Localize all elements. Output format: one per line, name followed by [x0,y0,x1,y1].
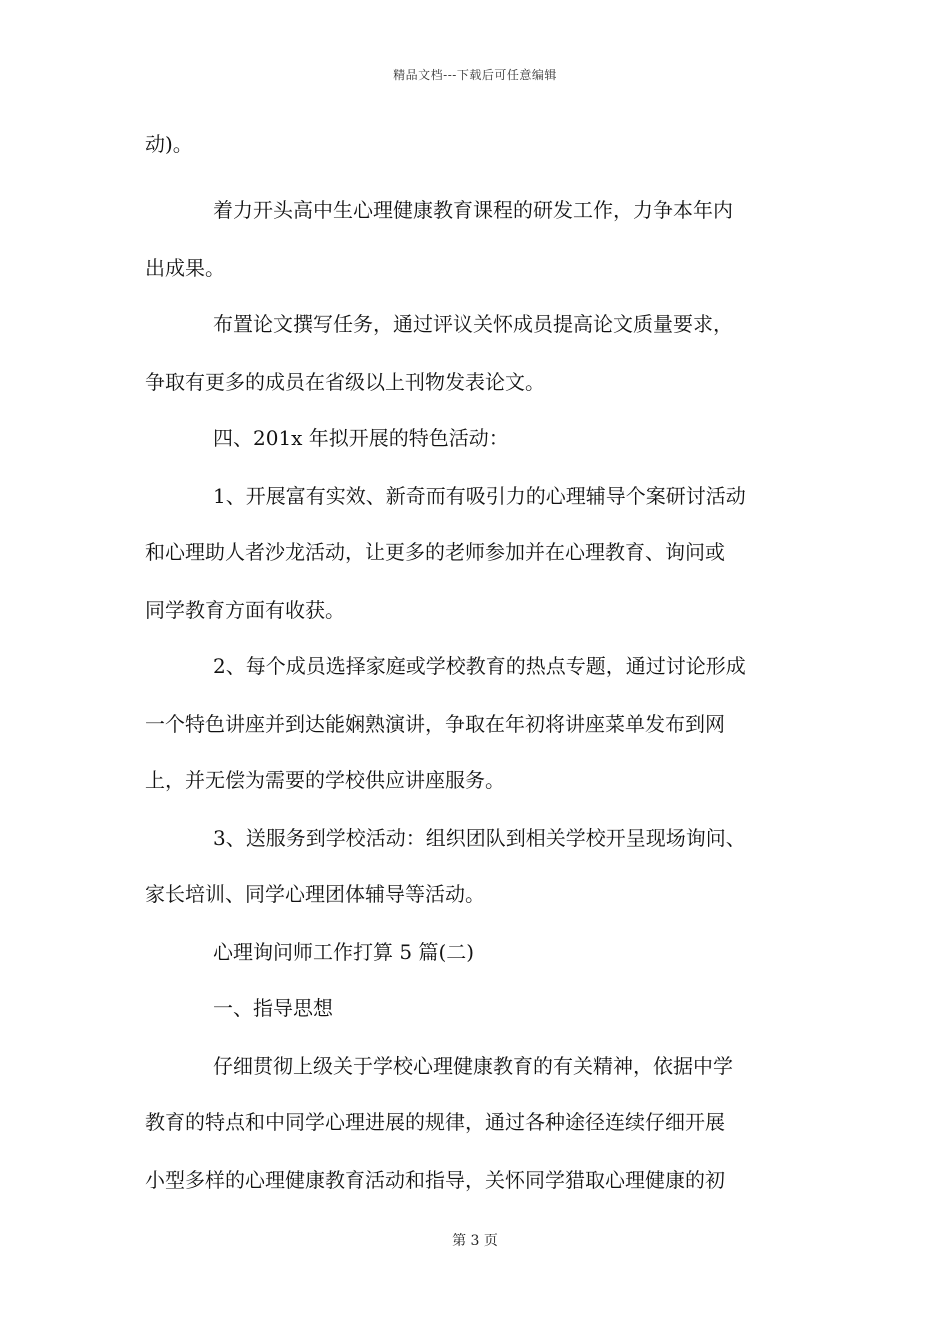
text-line: 动)。 [145,132,193,156]
page-header: 精品文档---下载后可任意编辑 [393,68,557,82]
text-line: 一个特色讲座并到达能娴熟演讲，争取在年初将讲座菜单发布到网 [145,712,725,736]
text-line: 1、开展富有实效、新奇而有吸引力的心理辅导个案研讨活动 [213,484,746,508]
text-line: 和心理助人者沙龙活动，让更多的老师参加并在心理教育、询问或 [145,540,725,564]
text-line: 出成果。 [145,256,225,280]
text-line: 布置论文撰写任务，通过评议关怀成员提高论文质量要求， [213,312,733,336]
text-line: 同学教育方面有收获。 [145,598,345,622]
text-line: 教育的特点和中同学心理进展的规律，通过各种途径连续仔细开展 [145,1110,725,1134]
text-line: 2、每个成员选择家庭或学校教育的热点专题，通过讨论形成 [213,654,746,678]
text-line: 3、送服务到学校活动：组织团队到相关学校开呈现场询问、 [213,826,746,850]
text-line: 小型多样的心理健康教育活动和指导，关怀同学猎取心理健康的初 [145,1168,725,1192]
text-line: 上，并无偿为需要的学校供应讲座服务。 [145,768,505,792]
section-heading: 四、201x 年拟开展的特色活动： [213,426,509,450]
section-heading: 一、指导思想 [213,996,333,1020]
document-subtitle: 心理询问师工作打算 5 篇(二) [213,940,475,964]
text-line: 着力开头高中生心理健康教育课程的研发工作，力争本年内 [213,198,733,222]
text-line: 仔细贯彻上级关于学校心理健康教育的有关精神，依据中学 [213,1054,733,1078]
text-line: 家长培训、同学心理团体辅导等活动。 [145,882,485,906]
page-number: 第 3 页 [452,1233,498,1249]
text-line: 争取有更多的成员在省级以上刊物发表论文。 [145,370,545,394]
